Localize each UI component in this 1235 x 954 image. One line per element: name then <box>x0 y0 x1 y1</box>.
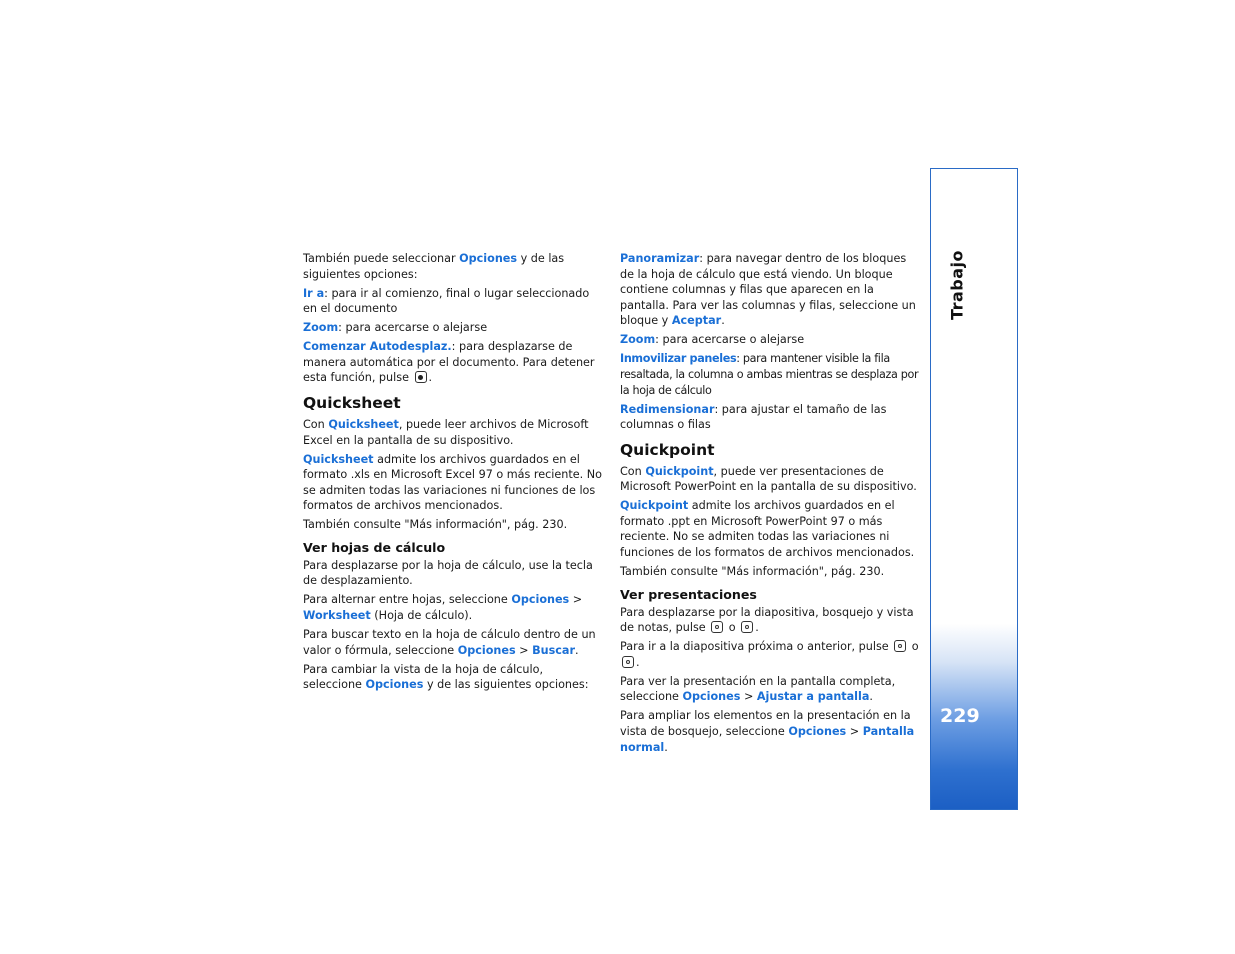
option-panoramizar <box>620 251 923 329</box>
ir-a-description: : para ir al comienzo, final o lugar seleccionado en el documento <box>303 286 590 316</box>
intro-text: También puede seleccionar <box>303 252 460 265</box>
option-zoom-2 <box>620 332 923 348</box>
ver-hojas-paragraph-3 <box>303 627 603 658</box>
opciones-link-5[interactable]: Opciones <box>682 690 741 704</box>
vh3-text: Para buscar texto en la hoja de cálculo dentro de un valor o fórmula, seleccione <box>303 628 596 657</box>
quickpoint-paragraph-1 <box>620 464 923 495</box>
option-zoom <box>303 320 603 336</box>
ver-presentaciones-heading: Ver presentaciones <box>620 586 757 602</box>
vp1-period: . <box>755 621 759 635</box>
quicksheet-paragraph-2 <box>303 452 603 514</box>
intro-text-end: y de las siguientes opciones: <box>303 252 565 281</box>
ver-hojas-paragraph-1: Para desplazarse por la hoja de cálculo, use la tecla de desplazamiento. <box>303 558 593 588</box>
left-column <box>303 251 603 696</box>
option-ir-a <box>303 286 603 317</box>
opciones-link-4[interactable]: Opciones <box>365 678 424 692</box>
quickpoint-link[interactable]: Quickpoint <box>645 464 714 478</box>
worksheet-link[interactable]: Worksheet <box>303 609 371 623</box>
quickpoint-see-also: También consulte "Más información", pág. 230. <box>620 565 885 579</box>
quicksheet-see-also: También consulte "Más información", pág. 230. <box>303 518 568 532</box>
vp3-text-end: . <box>869 690 873 704</box>
vh2-text: Para alternar entre hojas, seleccione <box>303 593 512 607</box>
pantalla-normal-link[interactable]: Pantalla normal <box>620 724 915 754</box>
vp1-or: o <box>725 621 740 635</box>
quickpoint-heading: Quickpoint <box>620 440 715 459</box>
ir-a-link[interactable]: Ir a <box>303 286 325 300</box>
ver-hojas-heading: Ver hojas de cálculo <box>303 539 446 555</box>
vp1-text: Para desplazarse por la diapositiva, bosquejo y vista de notas, pulse <box>620 605 914 635</box>
vp4-text-end: . <box>664 740 668 754</box>
vp4-separator: > <box>846 724 863 738</box>
right-column <box>620 251 923 759</box>
scroll-right-key-icon <box>622 656 634 668</box>
opciones-link-2[interactable]: Opciones <box>511 593 570 607</box>
vp3-separator: > <box>740 690 757 704</box>
qp1-text: Con <box>620 464 646 478</box>
page-number: 229 <box>940 705 980 727</box>
redimensionar-link[interactable]: Redimensionar <box>620 402 715 416</box>
inmovilizar-paneles-link[interactable]: Inmovilizar paneles <box>620 352 737 366</box>
inmovilizar-description: : para mantener visible la fila resaltada, la columna o ambas mientras se desplaza por la hoja de cálculo <box>620 352 919 397</box>
vh4-text: Para cambiar la vista de la hoja de cálculo, seleccione <box>303 662 544 692</box>
ver-pres-paragraph-1 <box>620 605 923 636</box>
ajustar-a-pantalla-link[interactable]: Ajustar a pantalla <box>756 690 870 704</box>
scroll-up-key-icon <box>711 621 723 633</box>
opciones-link-6[interactable]: Opciones <box>788 724 847 738</box>
opciones-link[interactable]: Opciones <box>459 252 518 265</box>
buscar-link[interactable]: Buscar <box>532 643 575 657</box>
vp2-text: Para ir a la diapositiva próxima o anterior, pulse <box>620 640 893 654</box>
panoramizar-link[interactable]: Panoramizar <box>620 252 700 265</box>
ver-hojas-paragraph-4 <box>303 662 603 693</box>
zoom-link[interactable]: Zoom <box>303 321 339 335</box>
option-inmovilizar <box>620 351 923 398</box>
zoom-link-2[interactable]: Zoom <box>620 333 656 347</box>
qs1-text: Con <box>303 417 329 431</box>
quickpoint-link-2[interactable]: Quickpoint <box>620 499 689 513</box>
zoom-description-2: : para acercarse o alejarse <box>655 333 805 347</box>
quicksheet-link[interactable]: Quicksheet <box>328 417 399 431</box>
vh2-text-end: (Hoja de cálculo). <box>370 609 473 623</box>
qp1-text-end: , puede ver presentaciones de Microsoft PowerPoint en la pantalla de su dispositivo. <box>620 464 917 494</box>
vp2-or: o <box>908 640 919 654</box>
qs2-text: admite los archivos guardados en el formato .xls en Microsoft Excel 97 o más reciente. No se admiten todas las variaciones ni funciones de los formatos de archivos mencionados. <box>303 452 602 513</box>
vh3-separator: > <box>515 643 533 657</box>
qs1-text-end: , puede leer archivos de Microsoft Excel en la pantalla de su dispositivo. <box>303 417 589 447</box>
ver-pres-paragraph-3 <box>620 674 923 705</box>
quicksheet-heading: Quicksheet <box>303 393 401 412</box>
comenzar-autodesplaz-link[interactable]: Comenzar Autodesplaz. <box>303 340 452 354</box>
ver-pres-paragraph-2 <box>620 639 923 670</box>
scroll-key-icon <box>415 371 427 383</box>
ver-hojas-paragraph-2 <box>303 592 603 623</box>
vh3-text-end: . <box>574 643 579 657</box>
panoramizar-description: : para navegar dentro de los bloques de la hoja de cálculo que está viendo. Un bloque contiene columnas y filas que aparecen en la pantalla. Para ver las columnas y filas, seleccione un bloque y <box>620 252 916 328</box>
qp2-text: admite los archivos guardados en el formato .ppt en Microsoft PowerPoint 97 o más reciente. No se admiten todas las variaciones ni funciones de los formatos de archivos mencionados. <box>620 499 915 560</box>
redimensionar-description: : para ajustar el tamaño de las columnas o filas <box>620 402 887 432</box>
scroll-left-key-icon <box>894 640 906 652</box>
ver-pres-paragraph-4 <box>620 708 923 755</box>
vh2-separator: > <box>569 593 583 607</box>
scroll-down-key-icon <box>741 621 753 633</box>
intro-paragraph <box>303 251 603 282</box>
panoramizar-period: . <box>721 314 725 328</box>
quickpoint-paragraph-2 <box>620 498 923 560</box>
vp4-text: Para ampliar los elementos en la presentación en la vista de bosquejo, seleccione <box>620 709 911 738</box>
option-autodesplaz <box>303 339 603 386</box>
vp2-period: . <box>636 655 640 669</box>
vh4-text-end: y de las siguientes opciones: <box>423 678 589 692</box>
option-redimensionar <box>620 402 923 433</box>
quicksheet-link-2[interactable]: Quicksheet <box>303 452 374 466</box>
vp3-text: Para ver la presentación en la pantalla completa, seleccione <box>620 674 896 704</box>
opciones-link-3[interactable]: Opciones <box>457 643 516 657</box>
autodesplaz-description: : para desplazarse de manera automática por el documento. Para detener esta función, pulse <box>303 340 595 385</box>
aceptar-link[interactable]: Aceptar <box>671 314 722 328</box>
autodesplaz-period: . <box>428 371 433 385</box>
chapter-tab-label: Trabajo <box>947 249 967 321</box>
quicksheet-paragraph-1 <box>303 417 603 448</box>
zoom-description: : para acercarse o alejarse <box>338 321 488 335</box>
